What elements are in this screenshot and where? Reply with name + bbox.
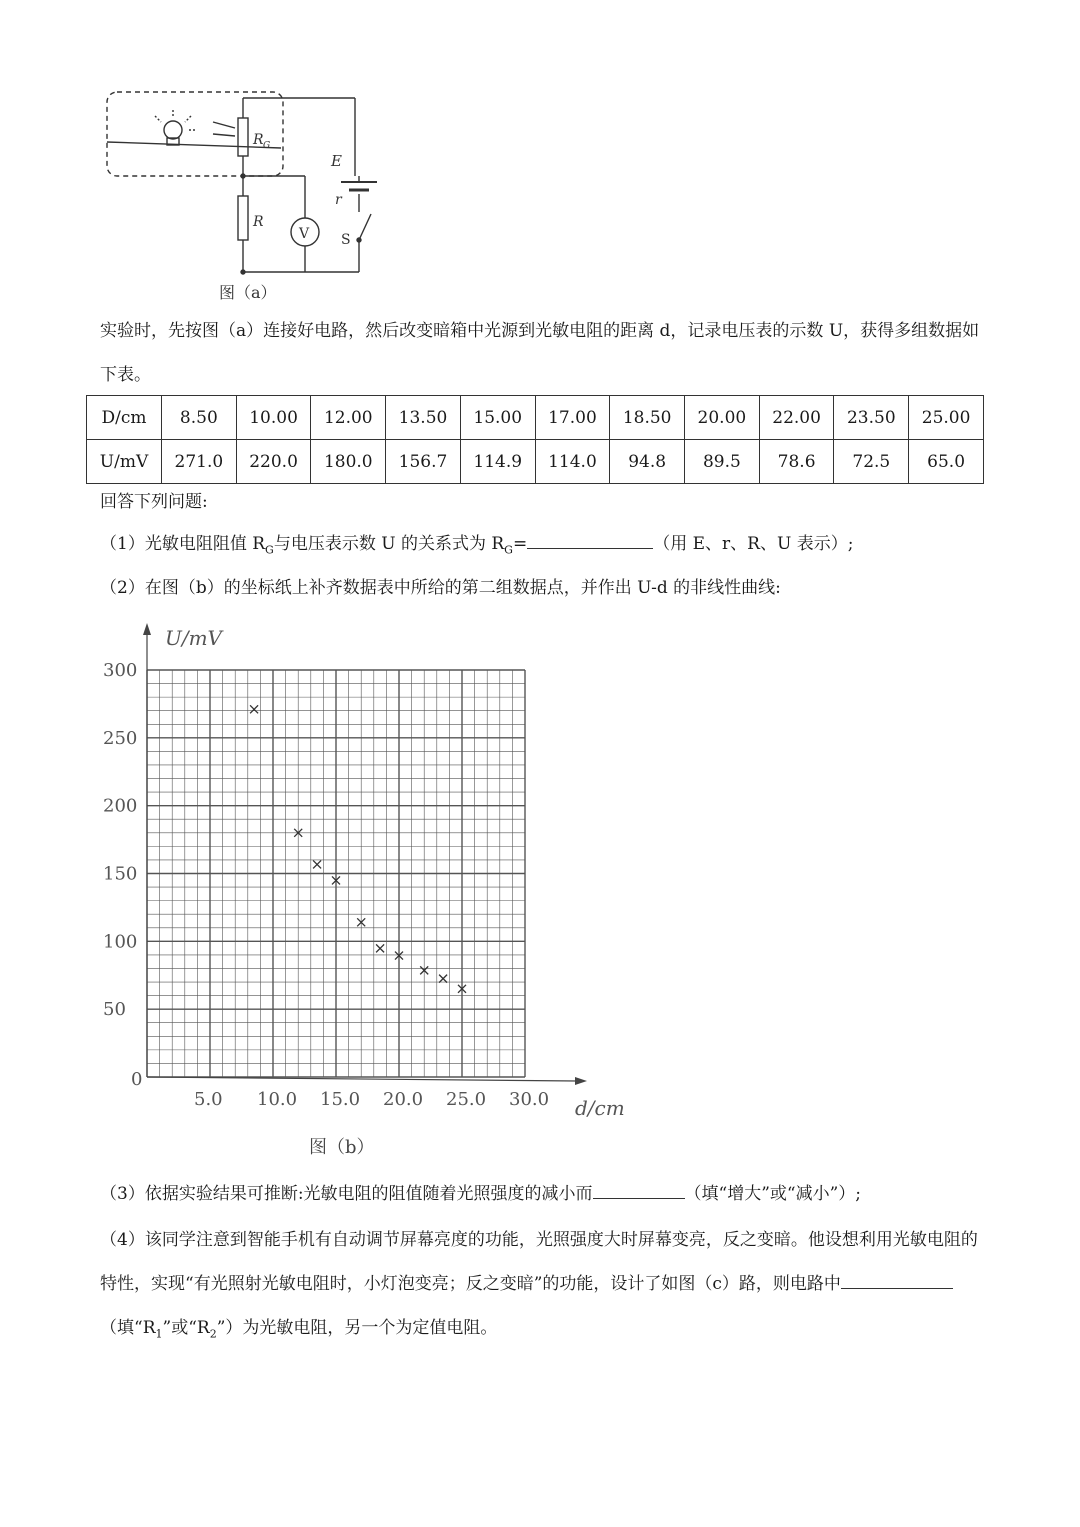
rg-label: R: [253, 132, 264, 148]
table-cell: 114.0: [535, 440, 610, 484]
graph-grid: [147, 670, 525, 1077]
x-tick-label: 25.0: [446, 1089, 487, 1110]
table-cell: 17.00: [535, 396, 610, 440]
q1-suffix: （用 E、r、R、U 表示）;: [653, 534, 854, 554]
q3-answer-blank[interactable]: [593, 1181, 685, 1199]
bulb-icon: [164, 121, 182, 139]
q1-sub-1: G: [265, 543, 274, 557]
x-tick-label: 15.0: [320, 1089, 361, 1110]
table-cell: 89.5: [685, 440, 760, 484]
y-tick-label: 200: [103, 795, 138, 817]
y-axis-arrow-icon: [143, 623, 151, 635]
r-label: R: [253, 214, 264, 230]
q1-eq: =: [512, 534, 528, 554]
table-cell: 10.00: [236, 396, 311, 440]
q4-text: （4）该同学注意到智能手机有自动调节屏幕亮度的功能，光照强度大时屏幕变亮，反之变暗。他设想利用光敏电阻的特性，实现“有光照射光敏电阻时，小灯泡变亮；反之变暗”的功能，设计了如图（c）路，则电路中: [100, 1230, 978, 1294]
table-cell: 15.00: [460, 396, 535, 440]
table-cell: 25.00: [909, 396, 984, 440]
question-1: [100, 526, 990, 568]
table-row-d: [87, 396, 984, 440]
x-tick-label: 5.0: [194, 1089, 223, 1110]
table-cell: 114.9: [460, 440, 535, 484]
q1-prefix: （1）光敏电阻阻值 R: [100, 534, 266, 554]
q4-sub-2: 2: [209, 1327, 217, 1341]
question-4: [100, 1218, 990, 1356]
voltmeter-label: V: [299, 226, 310, 242]
data-point: [376, 944, 384, 952]
table-cell: 18.50: [610, 396, 685, 440]
table-cell: 13.50: [386, 396, 461, 440]
data-point: [250, 705, 258, 713]
question-2: （2）在图（b）的坐标纸上补齐数据表中所给的第二组数据点，并作出 U-d 的非线性曲线:: [100, 578, 781, 598]
table-cell: 8.50: [162, 396, 237, 440]
q1-mid: 与电压表示数 U 的关系式为 R: [273, 534, 505, 554]
x-tick-label: 20.0: [383, 1089, 424, 1110]
table-cell: 271.0: [162, 440, 237, 484]
table-cell: 94.8: [610, 440, 685, 484]
x-axis-label: d/cm: [575, 1096, 625, 1120]
y-axis-label: U/mV: [165, 626, 223, 650]
table-cell: 72.5: [834, 440, 909, 484]
q1-answer-blank[interactable]: [527, 531, 653, 549]
data-table: [86, 395, 984, 484]
x-tick-label: 10.0: [257, 1089, 298, 1110]
y-tick-label: 100: [103, 931, 138, 953]
figure-a-caption: 图（a）: [219, 283, 277, 302]
x-tick-label: 30.0: [509, 1089, 550, 1110]
photoresistor-symbol: [238, 118, 248, 156]
q3-suffix: （填“增大”或“减小”）;: [684, 1184, 862, 1204]
y-tick-label: 250: [103, 727, 138, 749]
y-tick-label: 300: [103, 660, 138, 681]
table-cell: 220.0: [236, 440, 311, 484]
figure-b-caption: 图（b）: [309, 1137, 375, 1158]
q4-suffix: ”）为光敏电阻，另一个为定值电阻。: [216, 1318, 498, 1338]
emf-label: E: [331, 152, 342, 170]
table-cell: 22.00: [759, 396, 834, 440]
question-3: [100, 1176, 990, 1212]
resistor-symbol: [238, 196, 248, 240]
data-point: [313, 860, 321, 868]
table-cell: 65.0: [909, 440, 984, 484]
switch-label: S: [341, 232, 351, 248]
answer-heading: 回答下列问题:: [100, 492, 208, 512]
row-header-d: D/cm: [87, 396, 162, 440]
table-cell: 156.7: [386, 440, 461, 484]
table-cell: 20.00: [685, 396, 760, 440]
table-cell: 78.6: [759, 440, 834, 484]
q4-sub-1: 1: [155, 1327, 163, 1341]
q3-prefix: （3）依据实验结果可推断:光敏电阻的阻值随着光照强度的减小而: [100, 1184, 593, 1204]
table-row-u: [87, 440, 984, 484]
x-axis-arrow-icon: [575, 1077, 587, 1085]
table-cell: 23.50: [834, 396, 909, 440]
data-point: [439, 975, 447, 983]
internal-r-label: r: [335, 192, 342, 208]
table-cell: 12.00: [311, 396, 386, 440]
intro-paragraph: 实验时，先按图（a）连接好电路，然后改变暗箱中光源到光敏电阻的距离 d，记录电压表的示数 U，获得多组数据如下表。: [100, 321, 980, 385]
q4-answer-blank[interactable]: [841, 1271, 953, 1289]
switch-blade: [359, 214, 371, 240]
q1-sub-2: G: [504, 543, 513, 557]
q4-mid-1: （填“R: [100, 1318, 156, 1338]
rg-label-sub: G: [263, 141, 271, 151]
origin-label: 0: [131, 1069, 143, 1090]
q4-mid-2: ”或“R: [162, 1318, 210, 1338]
row-header-u: U/mV: [87, 440, 162, 484]
circuit-diagram-a: [95, 78, 405, 310]
y-tick-label: 150: [103, 863, 138, 885]
graph-b: [95, 615, 665, 1175]
y-tick-label: 50: [103, 999, 126, 1021]
table-cell: 180.0: [311, 440, 386, 484]
